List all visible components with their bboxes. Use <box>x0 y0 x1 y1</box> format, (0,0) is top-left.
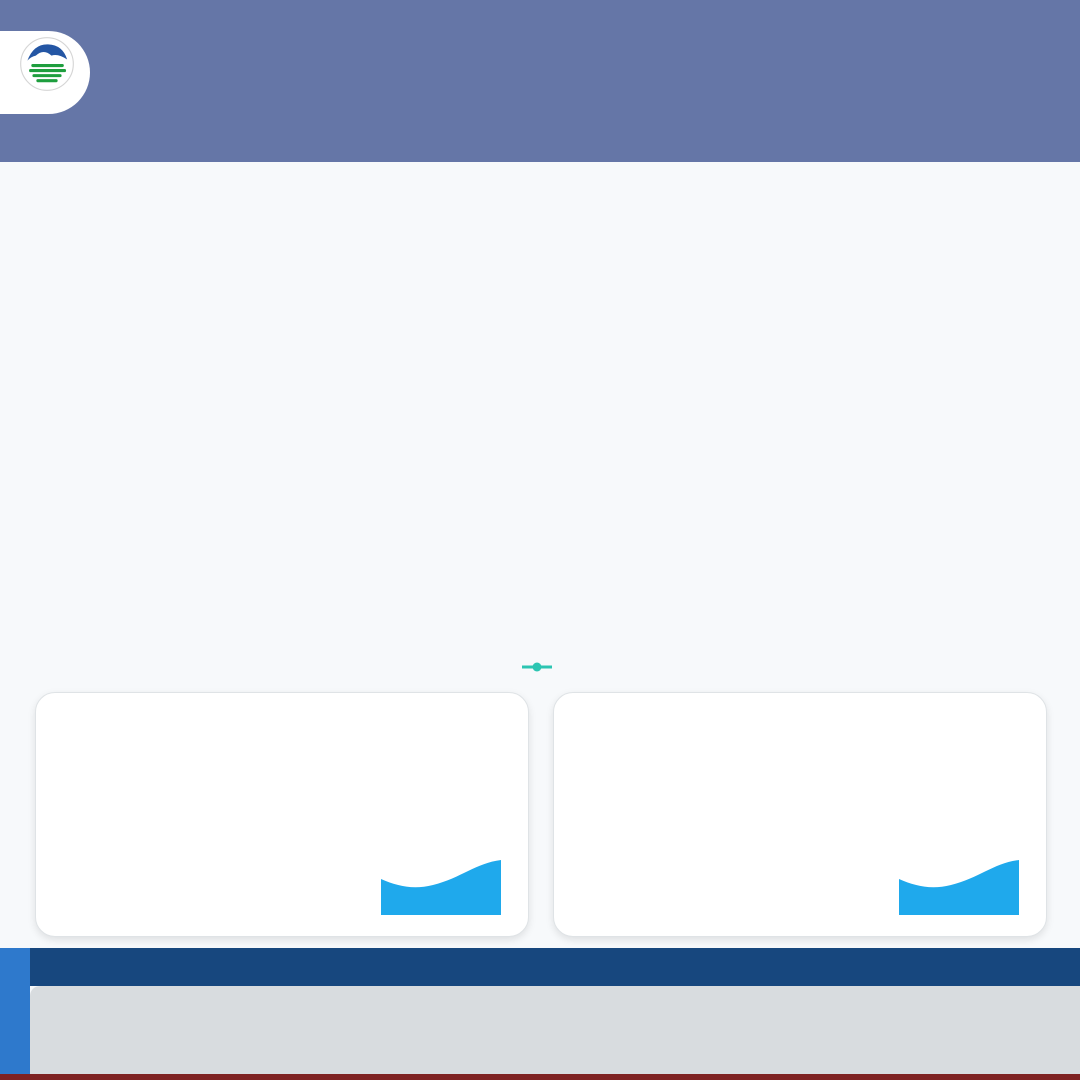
header <box>0 0 1080 162</box>
day-card <box>35 692 529 937</box>
wave-height-badge <box>381 855 501 915</box>
wave-height-badge <box>899 855 1019 915</box>
bottom-accent-strip <box>0 1074 1080 1080</box>
sst-chart <box>0 556 1080 660</box>
legend-panel <box>30 986 1080 1074</box>
legend-description-bar <box>30 948 1080 986</box>
bmkg-logo <box>0 31 90 114</box>
legend-marker-icon <box>522 662 552 672</box>
chart-legend <box>0 662 1080 672</box>
bmkg-logo-icon <box>19 36 75 92</box>
legend-sidebar <box>0 948 30 1074</box>
validity-period <box>0 252 1080 273</box>
header-overlay <box>0 0 1080 162</box>
day-card <box>553 692 1047 937</box>
